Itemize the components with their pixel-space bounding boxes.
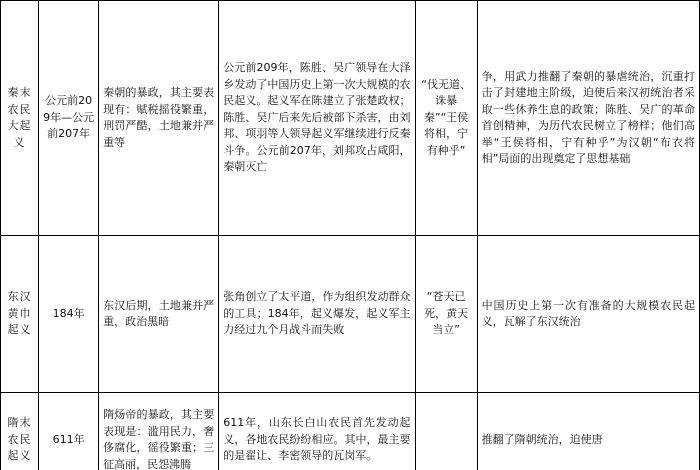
cell-effect: 推翻了隋朝统治，迫使唐 — [477, 393, 699, 470]
table-row — [1, 1, 700, 236]
cell-process: 公元前209年，陈胜、吴广领导在大泽乡发动了中国历史上第一次大规模的农民起义。起义军在陈建立了张楚政权；陈胜、吴广后来先后被部下杀害，由刘邦、项羽等人领导起义军继续进行反秦斗争。公元前207年，刘邦攻占咸阳，秦朝灭亡 — [219, 1, 415, 236]
table-row — [1, 236, 700, 393]
cell-effect: 中国历史上第一次有准备的大规模农民起义，瓦解了东汉统治 — [477, 236, 699, 393]
cell-time: 公元前209年—公元前207年 — [39, 1, 99, 236]
cell-slogan: “伐无道、诛暴秦”“王侯将相，宁有种乎” — [415, 1, 477, 236]
cell-slogan — [415, 393, 477, 470]
table-row — [1, 393, 700, 470]
cell-cause: 东汉后期，土地兼并严重，政治黑暗 — [99, 236, 219, 393]
cell-cause: 秦朝的暴政，其主要表现有：赋税摇役繁重，刑罚严酷，土地兼并严重等 — [99, 1, 219, 236]
cell-process: 611年，山东长白山农民首先发动起义，各地农民纷纷相应。其中，最主要的是翟让、李密领导的瓦岗军。 — [219, 393, 415, 470]
cell-uprising-name: 秦末农民大起义 — [1, 1, 39, 236]
cell-slogan: “苍天已死，黄天当立” — [415, 236, 477, 393]
cell-uprising-name: 隋末农民起义 — [1, 393, 39, 470]
cell-uprising-name: 东汉黄巾起义 — [1, 236, 39, 393]
cell-effect: 争，用武力推翻了秦朝的暴虐统治，沉重打击了封建地主阶级，迫使后来汉初统治者采取一些休养生息的政策；陈胜、吴广的革命首创精神，为历代农民树立了榜样；他们高举“王侯将相，宁有种乎”为汉朝“布衣将相”局面的出现奠定了思想基础 — [477, 1, 699, 236]
cell-time: 611年 — [39, 393, 99, 470]
cell-cause: 隋炀帝的暴政，其主要表现是：滥用民力，奢侈腐化，徭役繁重；三征高丽，民怨沸腾 — [99, 393, 219, 470]
cell-process: 张角创立了太平道，作为组织发动群众的工具；184年，起义爆发，起义军主力经过九个月战斗而失败 — [219, 236, 415, 393]
cell-time: 184年 — [39, 236, 99, 393]
